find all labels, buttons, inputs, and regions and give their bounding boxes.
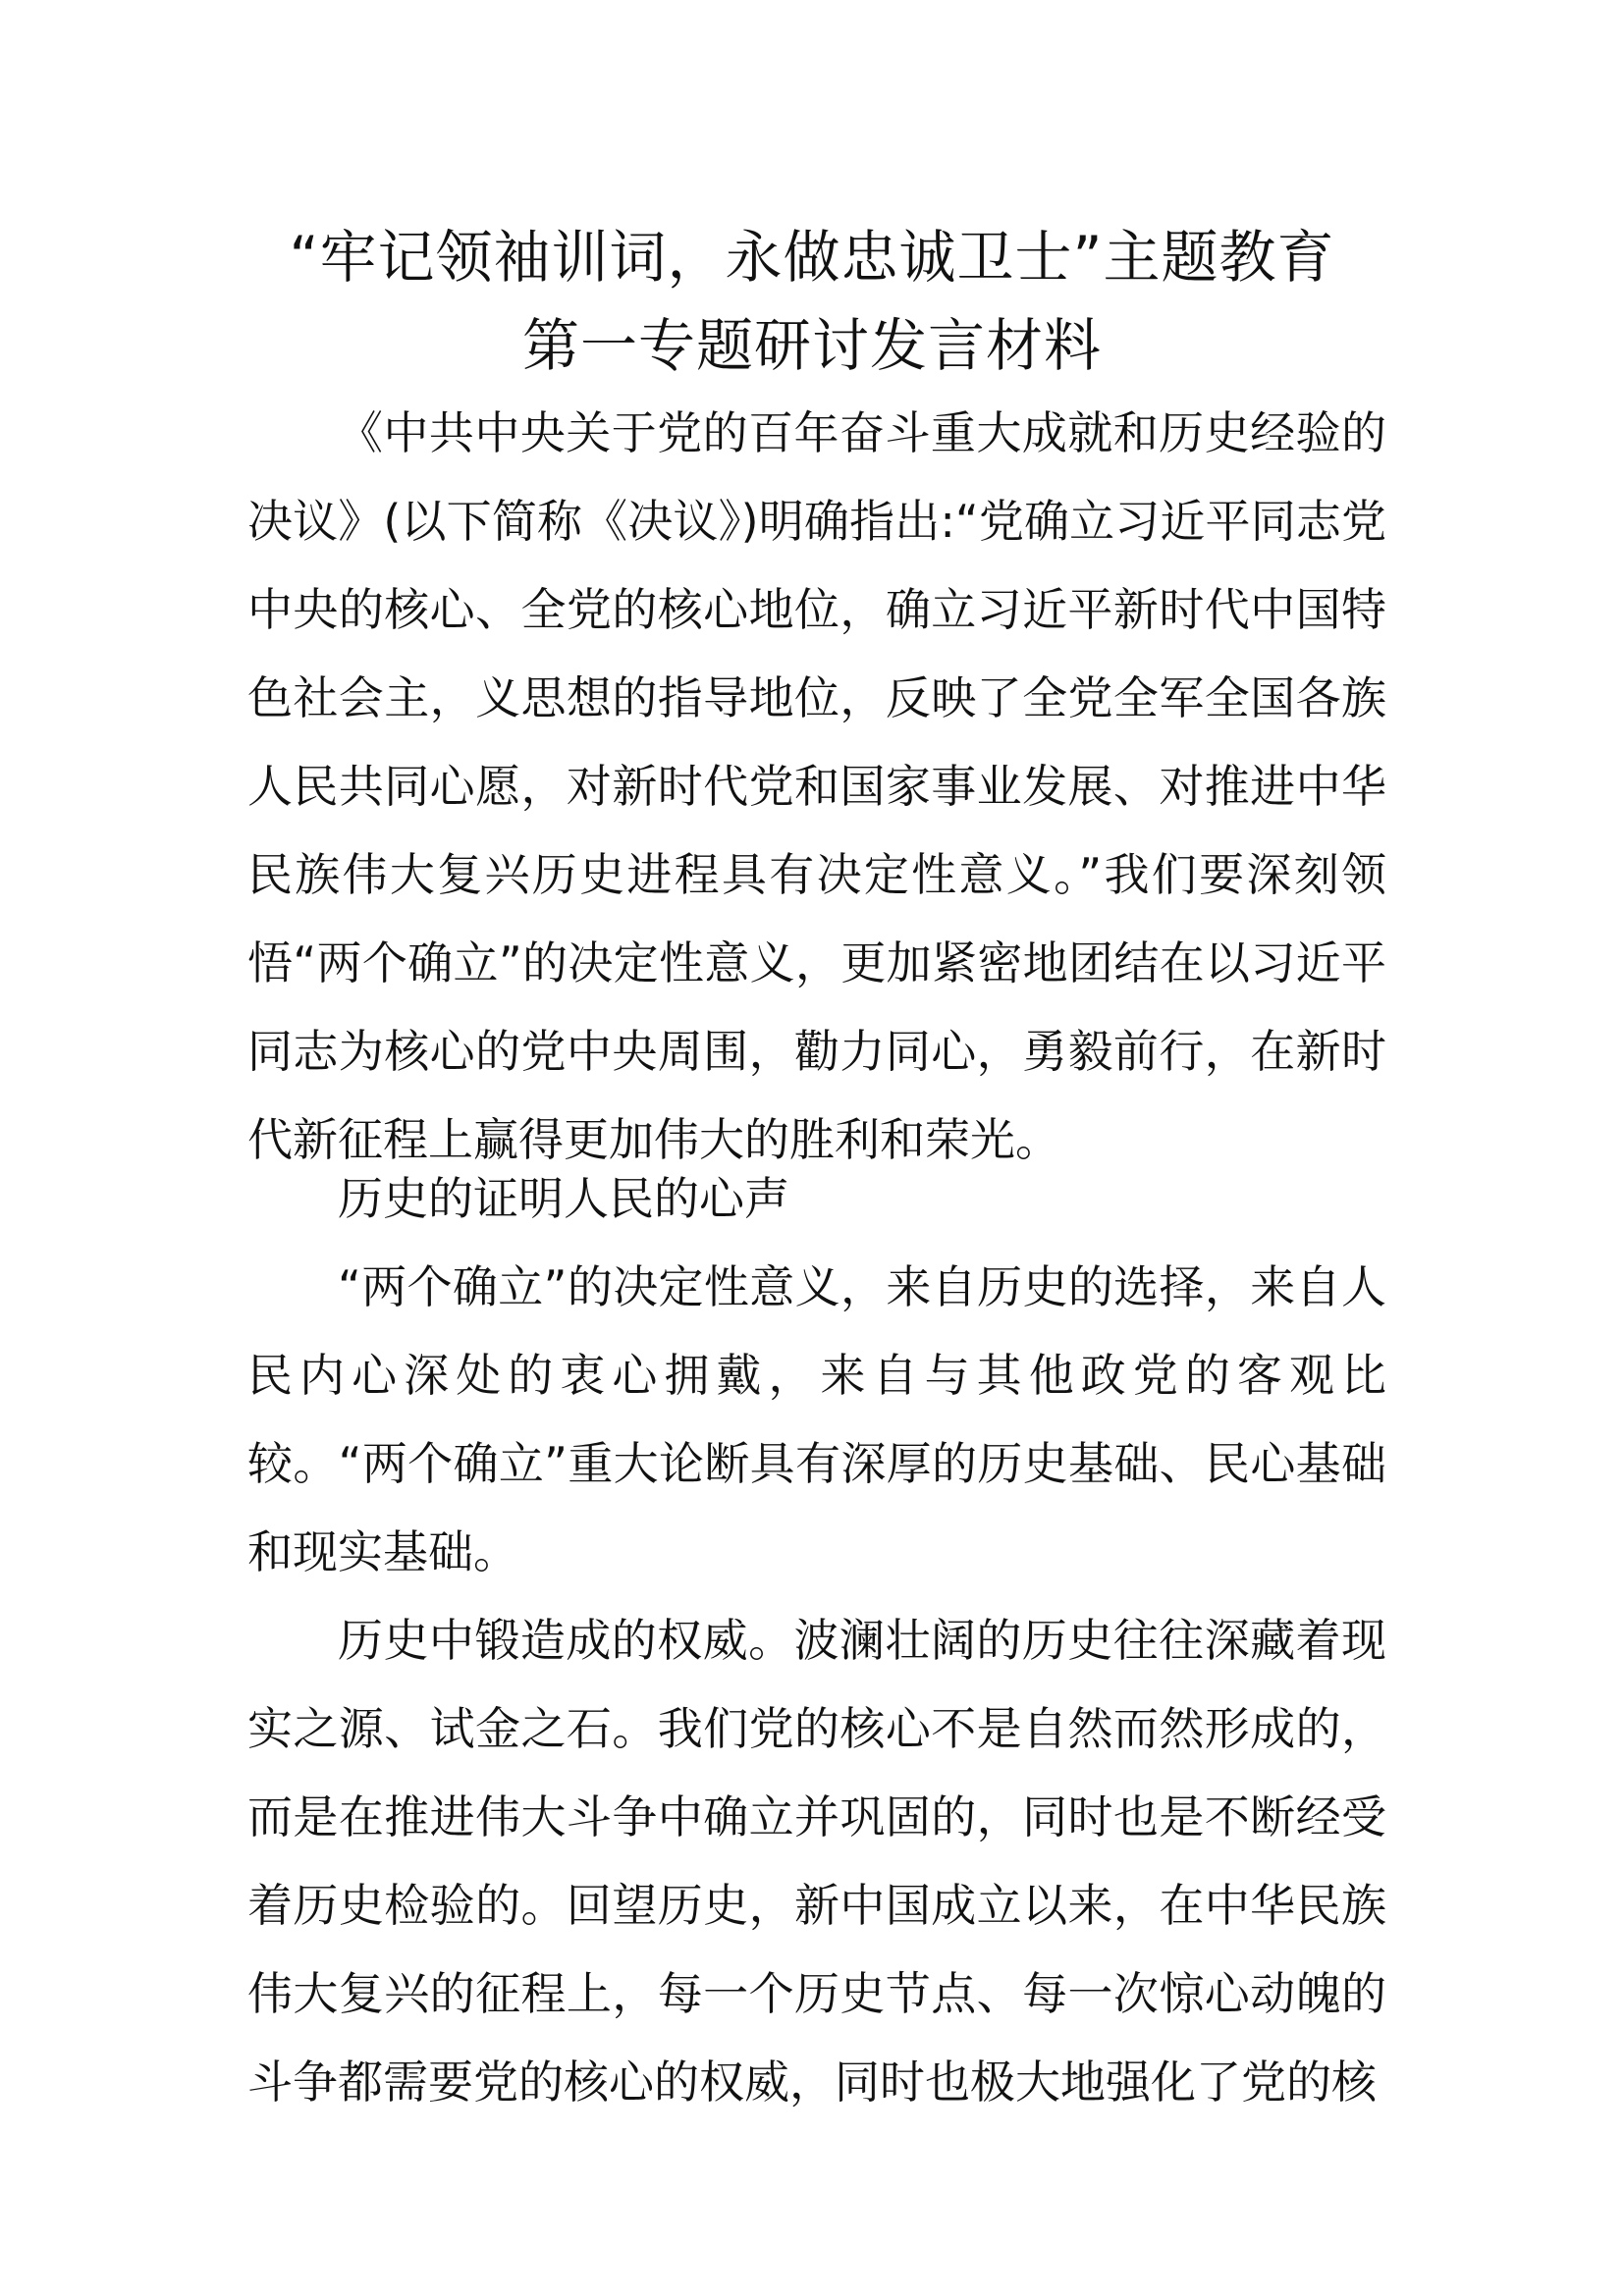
body-paragraph-3: 历史中锻造成的权威。波澜壮阔的历史往往深藏着现实之源、试金之石。我们党的核心不是自然而然形成的，而是在推进伟大斗争中确立并巩固的，同时也是不断经受着历史检验的。回望历史，新中国成立以来，在中华民族伟大复兴的征程上，每一个历史节点、每一次惊心动魄的斗争都需要党的核心的权威，同时也极大地强化了党的核 [247, 1614, 1386, 2109]
document-title-line-1: “牢记领袖训词，永做忠诚卫士”主题教育 [289, 224, 1335, 291]
body-paragraph-1: 《中共中央关于党的百年奋斗重大成就和历史经验的决议》(以下简称《决议》)明确指出:“党确立习近平同志党中央的核心、全党的核心地位，确立习近平新时代中国特色社会主，义思想的指导地位，反映了全党全军全国各族人民共同心愿，对新时代党和国家事业发展、对推进中华民族伟大复兴历史进程具有决定性意义。”我们要深刻领悟“两个确立”的决定性意义，更加紧密地团结在以习近平同志为核心的党中央周围，勸力同心，勇毅前行，在新时代新征程上赢得更加伟大的胜利和荣光。 [247, 406, 1386, 1166]
section-heading: 历史的证明人民的心声 [338, 1172, 789, 1225]
body-paragraph-2: “两个确立”的决定性意义，来自历史的选择，来自人民内心深处的衷心拥戴，来自与其他政党的客观比较。“两个确立”重大论断具有深厚的历史基础、民心基础和现实基础。 [247, 1260, 1386, 1578]
document-title-line-2: 第一专题研讨发言材料 [521, 312, 1102, 379]
